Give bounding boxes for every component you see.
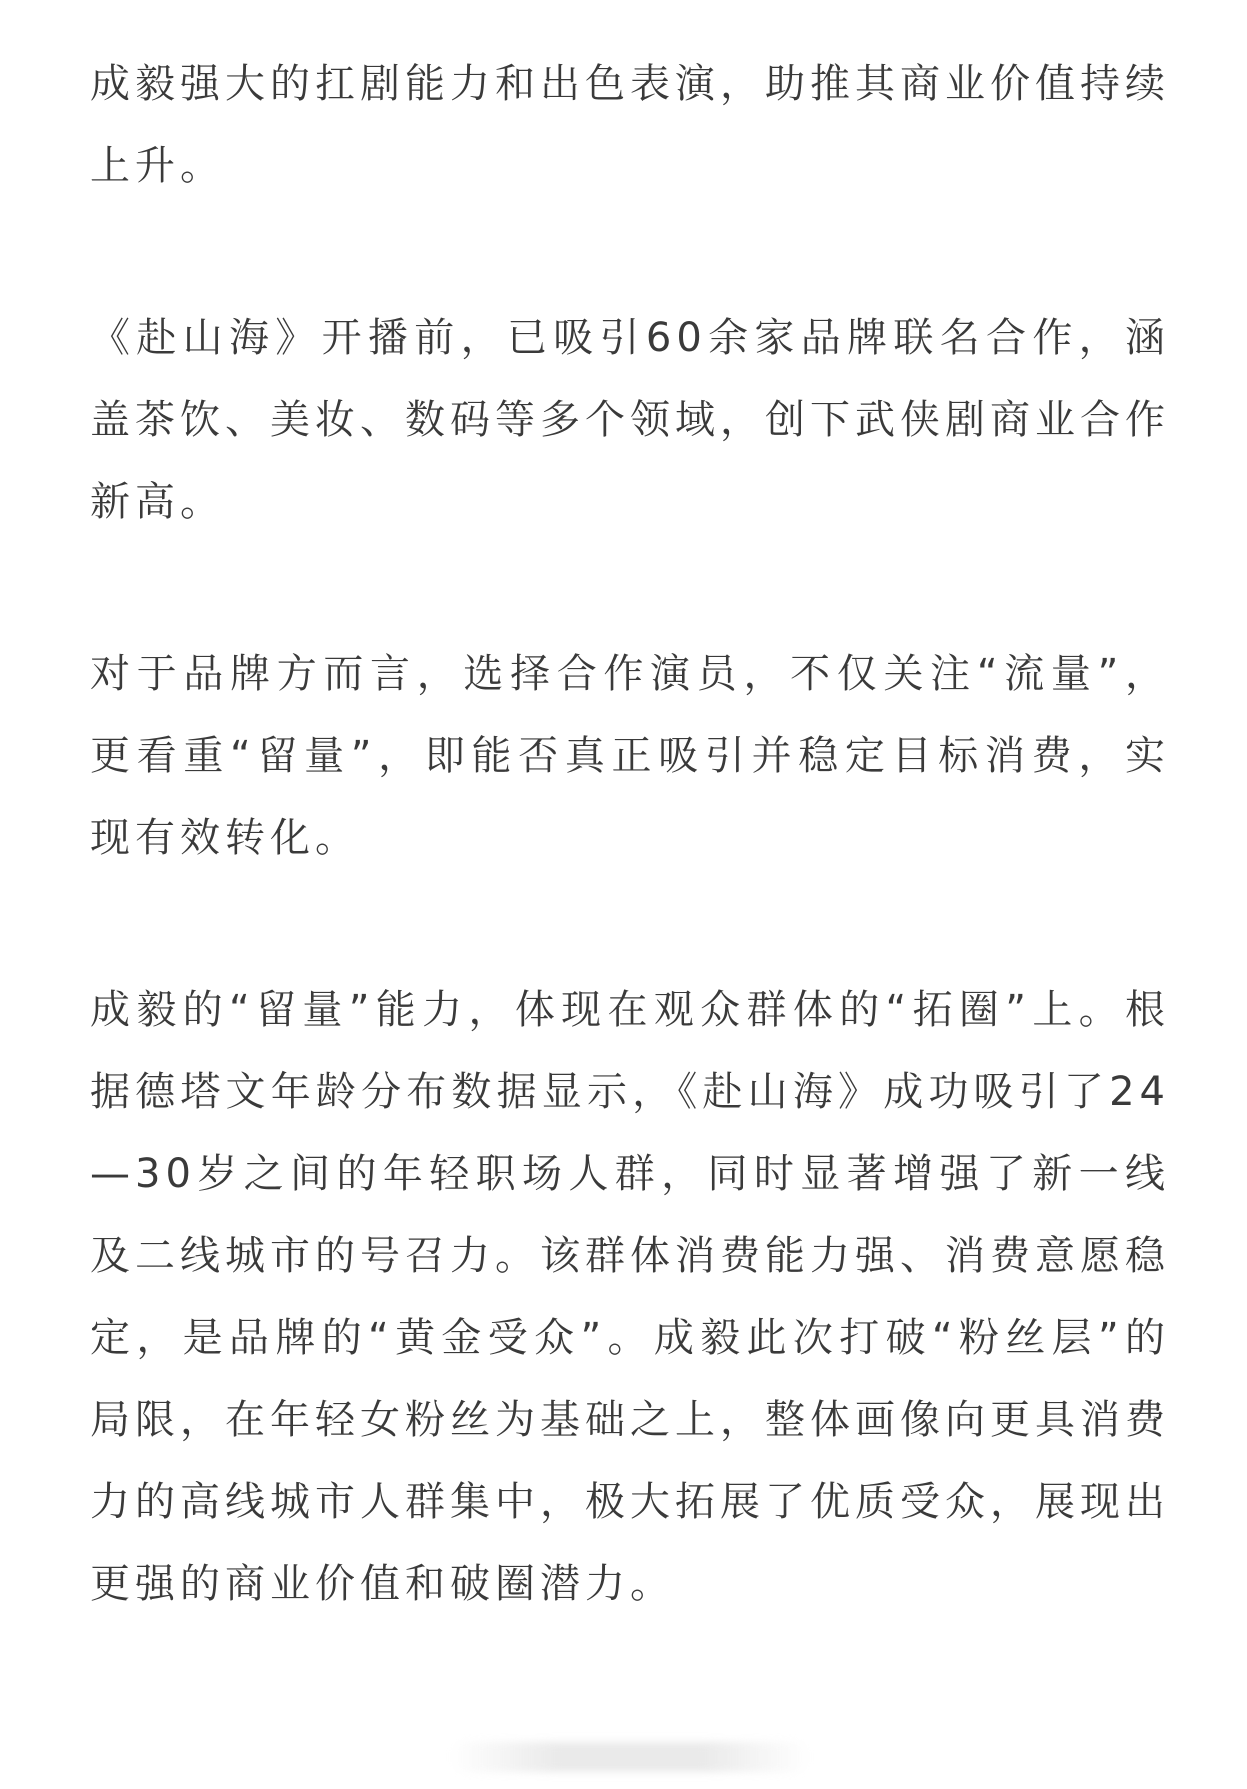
paragraph-spacer — [90, 543, 1170, 633]
paragraph-2: 《赴山海》开播前，已吸引60余家品牌联名合作，涵盖茶饮、美妆、数码等多个领域，创下武侠剧商业合作新高。 — [90, 315, 1170, 525]
paragraph-spacer — [90, 879, 1170, 969]
paragraph-1: 成毅强大的扛剧能力和出色表演，助推其商业价值持续上升。 — [90, 61, 1170, 189]
paragraph-spacer — [90, 207, 1170, 297]
article-body — [90, 43, 1170, 1625]
paragraph-4: 成毅的“留量”能力，体现在观众群体的“拓圈”上。根据德塔文年龄分布数据显示，《赴山海》成功吸引了24—30岁之间的年轻职场人群，同时显著增强了新一线及二线城市的号召力。该群体消费能力强、消费意愿稳定，是品牌的“黄金受众”。成毅此次打破“粉丝层”的局限，在年轻女粉丝为基础之上，整体画像向更具消费力的高线城市人群集中，极大拓展了优质受众，展现出更强的商业价值和破圈潜力。 — [90, 987, 1170, 1607]
blurred-watermark — [450, 1742, 810, 1772]
paragraph-3: 对于品牌方而言，选择合作演员，不仅关注“流量”，更看重“留量”，即能否真正吸引并稳定目标消费，实现有效转化。 — [90, 651, 1170, 861]
